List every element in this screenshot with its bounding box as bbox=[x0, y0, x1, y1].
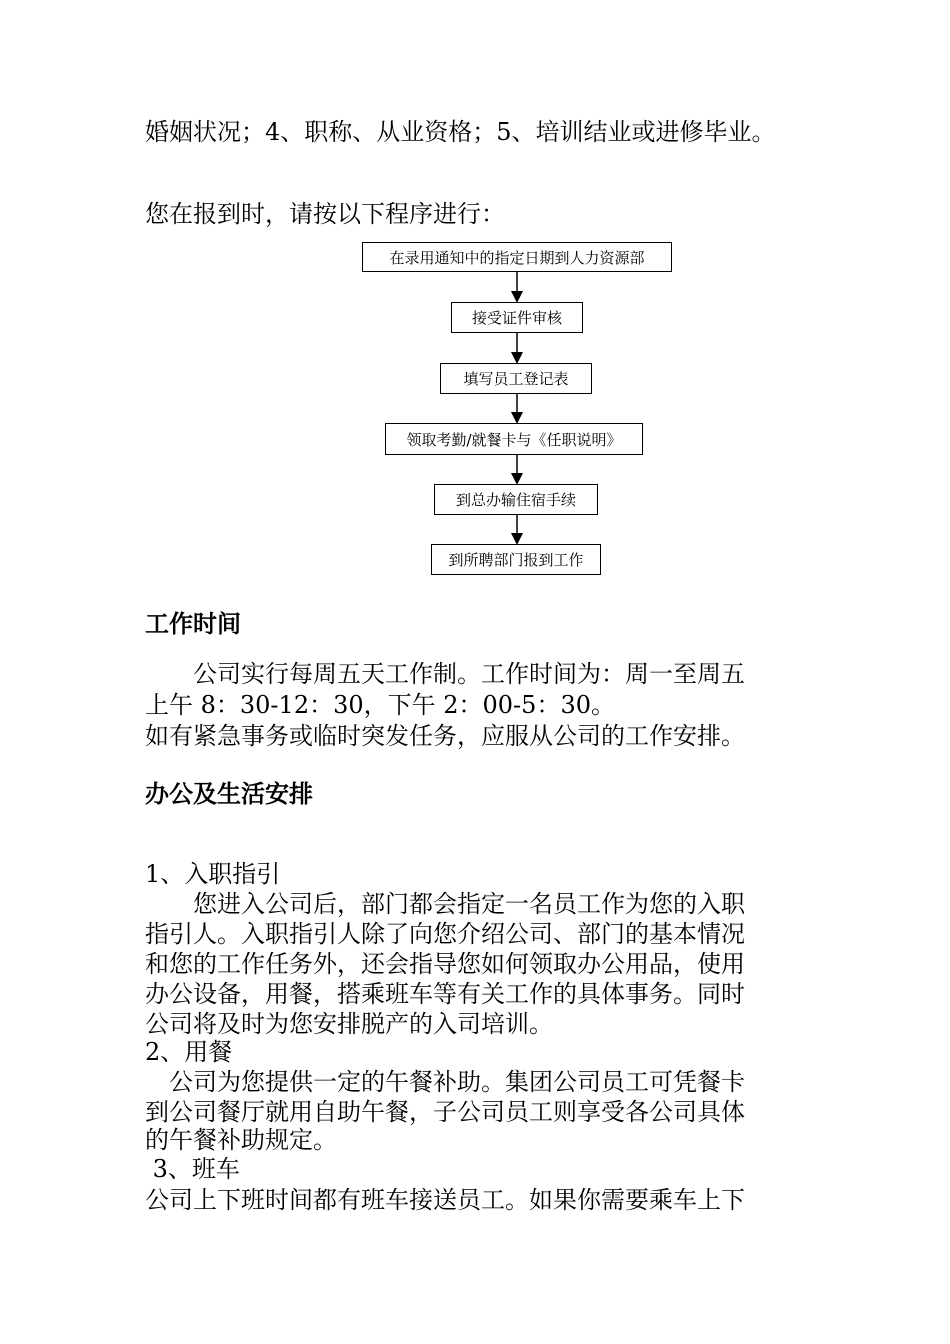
item1-line-3: 和您的工作任务外，还会指导您如何领取办公用品，使用 bbox=[145, 950, 745, 978]
item2-title: 2、用餐 bbox=[145, 1038, 233, 1066]
procedure-intro: 您在报到时，请按以下程序进行： bbox=[145, 200, 505, 228]
office-heading: 办公及生活安排 bbox=[145, 780, 313, 808]
item3-line-1: 公司上下班时间都有班车接送员工。如果你需要乘车上下 bbox=[145, 1186, 745, 1214]
flow-step-4: 领取考勤/就餐卡与《任职说明》 bbox=[385, 423, 643, 455]
item1-line-1: 您进入公司后，部门都会指定一名员工作为您的入职 bbox=[145, 890, 745, 918]
intro-line: 婚姻状况；4、职称、从业资格；5、培训结业或进修毕业。 bbox=[145, 118, 776, 146]
flow-step-5: 到总办输住宿手续 bbox=[434, 484, 598, 515]
item1-line-5: 公司将及时为您安排脱产的入司培训。 bbox=[145, 1010, 553, 1038]
item2-line-2: 到公司餐厅就用自助午餐，子公司员工则享受各公司具体 bbox=[145, 1098, 745, 1126]
flow-step-3: 填写员工登记表 bbox=[440, 363, 592, 394]
item2-line-3: 的午餐补助规定。 bbox=[145, 1126, 337, 1154]
item3-title: 3、班车 bbox=[145, 1155, 240, 1183]
item1-line-4: 办公设备，用餐，搭乘班车等有关工作的具体事务。同时 bbox=[145, 980, 745, 1008]
flow-step-2: 接受证件审核 bbox=[451, 302, 583, 333]
work-time-heading: 工作时间 bbox=[145, 610, 241, 638]
work-time-line-2: 上午 8：30-12：30，下午 2：00-5：30。 bbox=[145, 691, 615, 719]
item2-line-1: 公司为您提供一定的午餐补助。集团公司员工可凭餐卡 bbox=[145, 1068, 745, 1096]
flow-step-6: 到所聘部门报到工作 bbox=[431, 544, 601, 575]
work-time-line-3: 如有紧急事务或临时突发任务，应服从公司的工作安排。 bbox=[145, 722, 745, 750]
flow-step-1: 在录用通知中的指定日期到人力资源部 bbox=[362, 242, 672, 272]
work-time-line-1: 公司实行每周五天工作制。工作时间为：周一至周五 bbox=[145, 660, 745, 688]
item1-line-2: 指引人。入职指引人除了向您介绍公司、部门的基本情况 bbox=[145, 920, 745, 948]
item1-title: 1、入职指引 bbox=[145, 860, 281, 888]
